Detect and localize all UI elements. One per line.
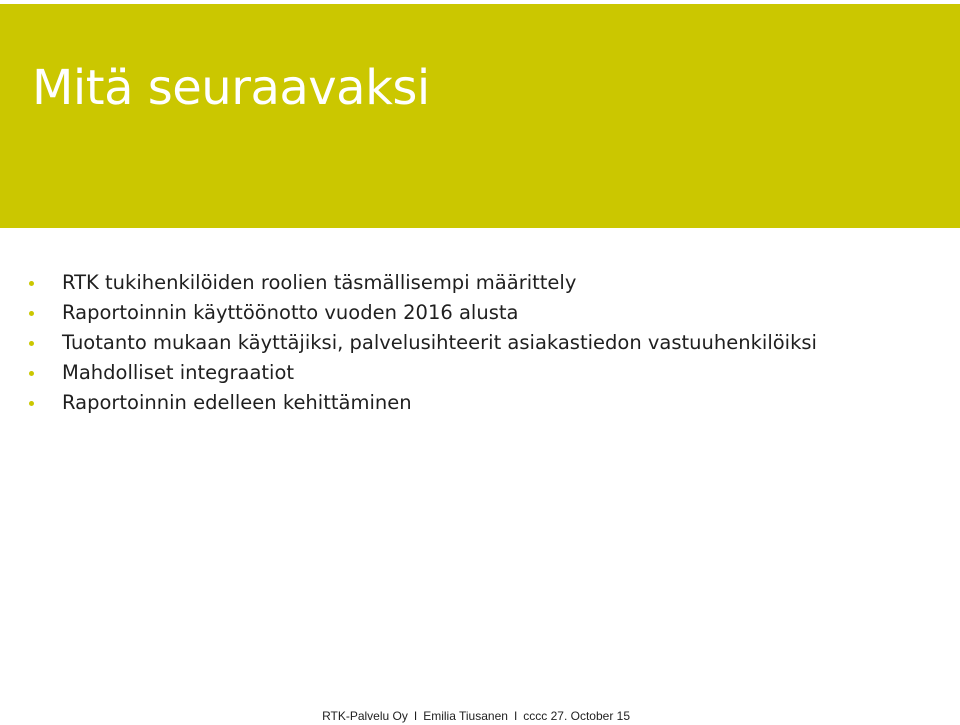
bullet-item <box>24 358 817 388</box>
bullet-dot-icon <box>29 311 34 316</box>
footer <box>322 709 630 723</box>
bullet-item <box>24 328 817 358</box>
bullet-dot-icon <box>29 371 34 376</box>
top-strip <box>0 0 960 4</box>
bullet-item <box>24 298 817 328</box>
bullet-dot-icon <box>29 281 34 286</box>
bullet-list <box>24 268 817 418</box>
bullet-text: Tuotanto mukaan käyttäjiksi, palvelusihteerit asiakastiedon vastuuhenkilöiksi <box>62 331 817 354</box>
bullet-text: Mahdolliset integraatiot <box>62 361 295 384</box>
footer-date: cccc 27. October 15 <box>523 709 630 723</box>
bullet-dot-icon <box>29 401 34 406</box>
bullet-item <box>24 268 817 298</box>
bullet-item <box>24 388 817 418</box>
footer-separator: I <box>513 709 518 723</box>
footer-author: Emilia Tiusanen <box>423 709 508 723</box>
footer-separator: I <box>413 709 418 723</box>
footer-company: RTK-Palvelu Oy <box>322 709 408 723</box>
slide-title: Mitä seuraavaksi <box>32 60 430 116</box>
bullet-text: Raportoinnin käyttöönotto vuoden 2016 alusta <box>62 301 519 324</box>
bullet-text: Raportoinnin edelleen kehittäminen <box>62 391 412 414</box>
bullet-dot-icon <box>29 341 34 346</box>
bullet-text: RTK tukihenkilöiden roolien täsmällisempi määrittely <box>62 271 577 294</box>
